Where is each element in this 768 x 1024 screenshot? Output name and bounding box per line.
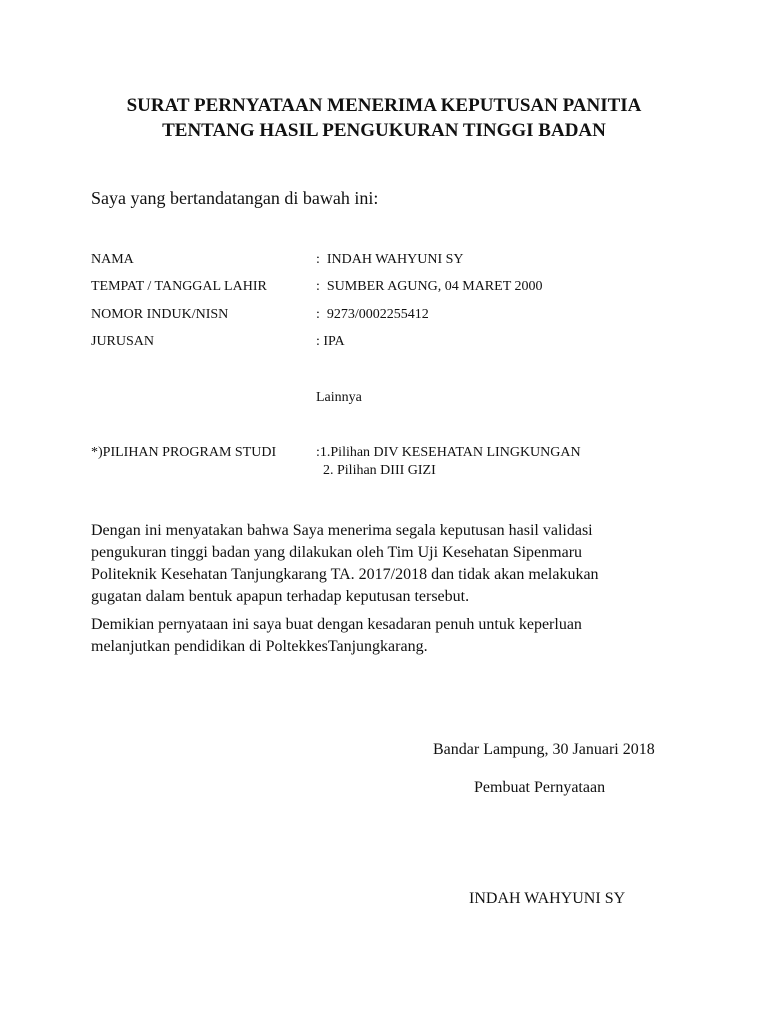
field-value-tempat-tanggal-lahir: : SUMBER AGUNG, 04 MARET 2000 [316, 279, 543, 294]
closing-line: melanjutkan pendidikan di PoltekkesTanjungkarang. [91, 638, 428, 655]
field-label-nama: NAMA [91, 252, 134, 267]
document-title-line-1: SURAT PERNYATAAN MENERIMA KEPUTUSAN PANITIA [126, 95, 642, 116]
signature-place-date: Bandar Lampung, 30 Januari 2018 [433, 741, 655, 758]
statement-paragraph [91, 520, 691, 608]
signature-name: INDAH WAHYUNI SY [469, 890, 626, 907]
field-value-program-choice-2: 2. Pilihan DIII GIZI [316, 463, 436, 478]
field-label-jurusan: JURUSAN [91, 334, 155, 349]
field-label-program-studi: *)PILIHAN PROGRAM STUDI [91, 445, 277, 460]
signature-role: Pembuat Pernyataan [474, 779, 606, 796]
field-value-lainnya: Lainnya [316, 390, 362, 405]
closing-line: Demikian pernyataan ini saya buat dengan kesadaran penuh untuk keperluan [91, 616, 582, 633]
statement-line: pengukuran tinggi badan yang dilakukan oleh Tim Uji Kesehatan Sipenmaru [91, 544, 583, 561]
field-value-nomor-induk: : 9273/0002255412 [316, 307, 429, 322]
field-value-nama: : INDAH WAHYUNI SY [316, 252, 464, 267]
document-title-line-2: TENTANG HASIL PENGUKURAN TINGGI BADAN [162, 120, 606, 141]
field-value-jurusan: : IPA [316, 334, 345, 349]
field-value-program-choice-1: :1.Pilihan DIV KESEHATAN LINGKUNGAN [316, 445, 581, 460]
statement-line: Politeknik Kesehatan Tanjungkarang TA. 2017/2018 dan tidak akan melakukan [91, 566, 599, 583]
field-label-tempat-tanggal-lahir: TEMPAT / TANGGAL LAHIR [91, 279, 267, 294]
intro-text: Saya yang bertandatangan di bawah ini: [91, 188, 379, 208]
field-label-nomor-induk: NOMOR INDUK/NISN [91, 307, 229, 322]
statement-line: Dengan ini menyatakan bahwa Saya menerima segala keputusan hasil validasi [91, 522, 593, 539]
closing-paragraph [91, 614, 691, 658]
statement-line: gugatan dalam bentuk apapun terhadap keputusan tersebut. [91, 588, 470, 605]
